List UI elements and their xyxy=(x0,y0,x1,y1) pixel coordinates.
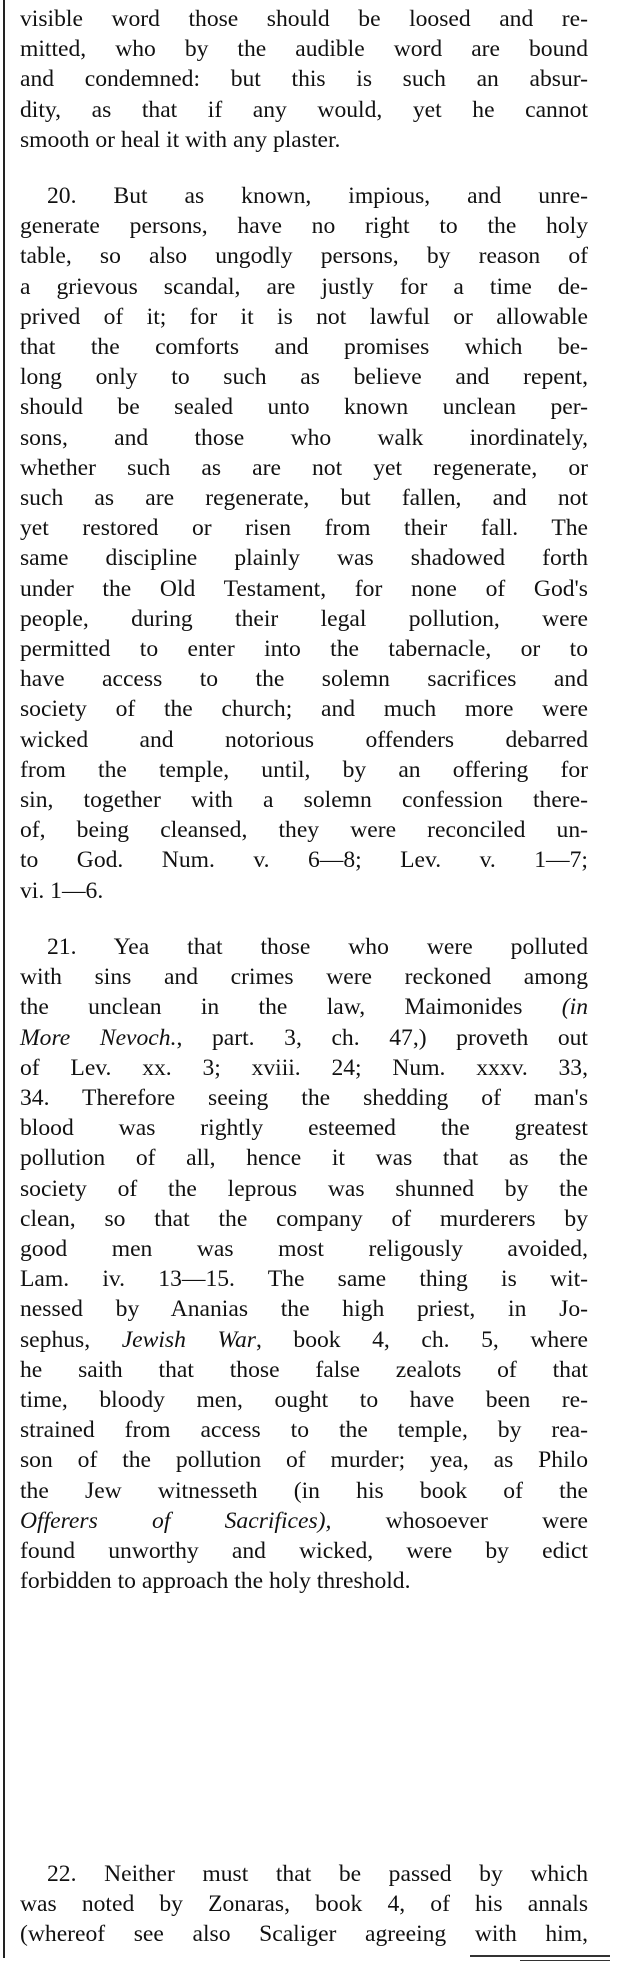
bottom-rule xyxy=(470,1955,610,1957)
text-line: society of the church; and much more were xyxy=(20,696,588,723)
text-line: found unworthy and wicked, were by edict xyxy=(20,1538,588,1565)
text-line: sin, together with a solemn confession there- xyxy=(20,787,588,814)
text-line: of Lev. xx. 3; xviii. 24; Num. xxxv. 33, xyxy=(20,1054,588,1081)
text-line: forbidden to approach the holy threshold. xyxy=(20,1568,411,1595)
text-line: people, during their legal pollution, were xyxy=(20,605,588,632)
text-line: smooth or heal it with any plaster. xyxy=(20,126,341,153)
text-line xyxy=(20,1859,588,1889)
text-line: such as are regenerate, but fallen, and not xyxy=(20,485,588,512)
text-line: nessed by Ananias the high priest, in Jo- xyxy=(20,1296,588,1323)
left-margin-rule xyxy=(3,0,5,1958)
text-line: clean, so that the company of murderers by xyxy=(20,1205,588,1232)
italic-run: Jewish War xyxy=(121,1326,256,1353)
text-run: , book 4, ch. 5, where xyxy=(255,1326,588,1353)
italic-run: (in xyxy=(561,994,588,1021)
text-run: the unclean in the law, Maimonides xyxy=(20,994,562,1021)
paragraph-21 xyxy=(20,932,588,1596)
text-line: son of the pollution of murder; yea, as Philo xyxy=(20,1447,588,1474)
text-line: a grievous scandal, are justly for a time de- xyxy=(20,273,588,300)
text-line: 34. Therefore seeing the shedding of man's xyxy=(20,1085,588,1112)
text-line: yet restored or risen from their fall. The xyxy=(20,515,588,542)
paragraph-22 xyxy=(20,1859,588,1950)
text-line: from the temple, until, by an offering for xyxy=(20,756,588,783)
text-line: strained from access to the temple, by rea- xyxy=(20,1417,588,1444)
text-line: good men was most religously avoided, xyxy=(20,1236,588,1263)
paragraph-19-tail xyxy=(20,4,588,155)
text-line: dity, as that if any would, yet he cannot xyxy=(20,96,588,123)
text-line xyxy=(20,1325,588,1355)
text-line: and condemned: but this is such an absur- xyxy=(20,66,588,93)
text-line: with sins and crimes were reckoned among xyxy=(20,964,588,991)
text-line: mitted, who by the audible word are bound xyxy=(20,36,588,63)
text-run: , part. 3, ch. 47,) proveth out xyxy=(176,1024,588,1051)
text-line: whether such as are not yet regenerate, or xyxy=(20,454,588,481)
text-line: should be sealed unto known unclean per- xyxy=(20,394,588,421)
text-line xyxy=(20,181,588,211)
text-line xyxy=(20,992,588,1022)
text-line: long only to such as believe and repent, xyxy=(20,364,588,391)
text-run: sephus, xyxy=(20,1326,122,1353)
text-line xyxy=(20,932,588,962)
paragraph-21-first-line: 21. Yea that those who were polluted xyxy=(47,934,588,960)
text-line: society of the leprous was shunned by the xyxy=(20,1175,588,1202)
text-line xyxy=(20,1023,588,1053)
text-line: Lam. iv. 13—15. The same thing is wit- xyxy=(20,1266,588,1293)
paragraph-20-first-line: 20. But as known, impious, and unre- xyxy=(47,183,588,209)
text-line: he saith that those false zealots of that xyxy=(20,1356,588,1383)
text-line: sons, and those who walk inordinately, xyxy=(20,424,588,451)
text-line: permitted to enter into the tabernacle, or to xyxy=(20,636,588,663)
text-line: pollution of all, hence it was that as the xyxy=(20,1145,588,1172)
text-line: (whereof see also Scaliger agreeing with him, xyxy=(20,1921,588,1948)
italic-run: Offerers of Sacrifices), xyxy=(20,1507,332,1534)
text-line: the Jew witnesseth (in his book of the xyxy=(20,1477,588,1504)
text-line: wicked and notorious offenders debarred xyxy=(20,726,588,753)
text-line: have access to the solemn sacrifices and xyxy=(20,666,588,693)
text-line: generate persons, have no right to the holy xyxy=(20,213,588,240)
text-run: whosoever were xyxy=(331,1507,588,1534)
paragraph-20 xyxy=(20,181,588,906)
text-line: to God. Num. v. 6—8; Lev. v. 1—7; xyxy=(20,847,588,874)
text-line: vi. 1—6. xyxy=(20,877,104,904)
text-line: prived of it; for it is not lawful or allowable xyxy=(20,303,588,330)
text-line: visible word those should be loosed and re- xyxy=(20,6,588,32)
paragraph-22-first-line: 22. Neither must that be passed by which xyxy=(47,1861,588,1887)
text-line xyxy=(20,1506,588,1536)
text-line: that the comforts and promises which be- xyxy=(20,334,588,361)
text-line: table, so also ungodly persons, by reason of xyxy=(20,243,588,270)
text-line: blood was rightly esteemed the greatest xyxy=(20,1115,588,1142)
text-line: time, bloody men, ought to have been re- xyxy=(20,1387,588,1414)
text-line: was noted by Zonaras, book 4, of his annals xyxy=(20,1891,588,1918)
bottom-rule-thin xyxy=(520,1960,610,1961)
text-line: same discipline plainly was shadowed forth xyxy=(20,545,588,572)
text-line: of, being cleansed, they were reconciled un- xyxy=(20,817,588,844)
italic-run: More Nevoch. xyxy=(20,1024,177,1051)
text-line: under the Old Testament, for none of God's xyxy=(20,575,588,602)
